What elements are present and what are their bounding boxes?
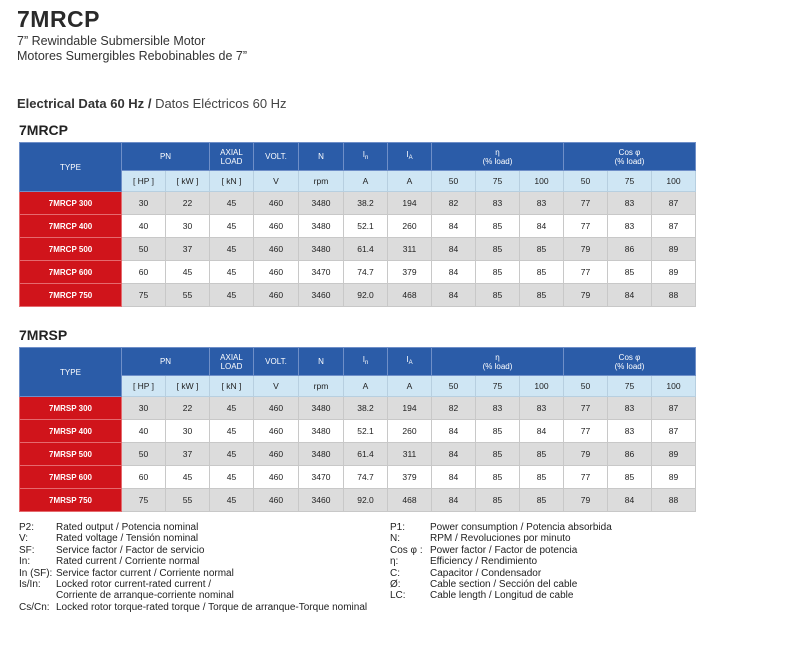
legend-abbr: [19, 590, 56, 601]
cell-eta-50: 84: [432, 261, 476, 284]
header-in: $I_n$: [344, 348, 388, 376]
legend-item: [19, 579, 367, 590]
cell-cos-75: 86: [608, 443, 652, 466]
header-pn: PN: [122, 348, 210, 376]
cell-pn-hp: 30: [122, 397, 166, 420]
cell-pn-hp: 75: [122, 489, 166, 512]
legend-text: Cable section / Sección del cable: [430, 579, 578, 591]
header-efficiency: η (% load): [432, 348, 564, 376]
legend-item: [390, 568, 612, 579]
unit-rpm: rpm: [299, 171, 344, 192]
cell-ia: 194: [388, 192, 432, 215]
cell-pn-hp: 50: [122, 443, 166, 466]
legend-abbr: Is/In:: [19, 579, 41, 591]
legend-abbr: P2:: [19, 522, 35, 533]
cell-axial-load: 45: [210, 261, 254, 284]
cell-rpm: 3480: [299, 215, 344, 238]
legend-abbr: In (SF):: [19, 567, 53, 579]
table-row: [20, 420, 696, 443]
cell-ia: 311: [388, 238, 432, 261]
unit-ia: A: [388, 171, 432, 192]
cell-cos-75: 84: [608, 284, 652, 307]
section-title-spanish: Datos Eléctricos 60 Hz: [155, 96, 287, 111]
legend-item: [390, 545, 612, 556]
table-row: [20, 443, 696, 466]
legend-item: [390, 533, 612, 544]
header-n: N: [299, 348, 344, 376]
cell-cos-100: 87: [652, 420, 696, 443]
legend-abbr: N:: [390, 533, 400, 545]
cell-type: 7MRSP 750: [20, 489, 122, 512]
cell-pn-hp: 50: [122, 238, 166, 261]
cell-eta-100: 84: [520, 420, 564, 443]
cell-type: 7MRCP 400: [20, 215, 122, 238]
cell-cos-100: 87: [652, 215, 696, 238]
cell-ia: 194: [388, 397, 432, 420]
cell-eta-50: 84: [432, 215, 476, 238]
table-label-7mrcp: 7MRCP: [19, 122, 69, 138]
cell-ia: 468: [388, 284, 432, 307]
cell-eta-100: 83: [520, 397, 564, 420]
cell-ia: 260: [388, 420, 432, 443]
legend-abbr: Ø:: [390, 579, 401, 591]
cell-eta-100: 85: [520, 284, 564, 307]
cell-cos-50: 77: [564, 261, 608, 284]
cell-pn-kw: 22: [166, 192, 210, 215]
cell-axial-load: 45: [210, 443, 254, 466]
cell-type: 7MRCP 600: [20, 261, 122, 284]
cell-cos-50: 79: [564, 443, 608, 466]
cell-eta-100: 85: [520, 443, 564, 466]
table-label-7mrsp: 7MRSP: [19, 327, 68, 343]
unit-kw: [ kW ]: [166, 376, 210, 397]
cell-pn-kw: 55: [166, 489, 210, 512]
cell-ia: 468: [388, 489, 432, 512]
cell-eta-50: 84: [432, 238, 476, 261]
cell-in: 74.7: [344, 466, 388, 489]
section-title: [17, 96, 287, 111]
cell-cos-50: 77: [564, 192, 608, 215]
table-row: [20, 261, 696, 284]
cell-volt: 460: [254, 466, 299, 489]
legend-item: [19, 590, 367, 601]
cell-in: 92.0: [344, 489, 388, 512]
table-body-7mrcp: [20, 192, 696, 307]
cell-eta-75: 83: [476, 397, 520, 420]
header-in: $I_n$: [344, 143, 388, 171]
cell-rpm: 3480: [299, 397, 344, 420]
cell-pn-hp: 75: [122, 284, 166, 307]
cell-rpm: 3480: [299, 192, 344, 215]
legend-item: [19, 556, 367, 567]
legend-text: Capacitor / Condensador: [430, 567, 542, 579]
header-pn: PN: [122, 143, 210, 171]
cell-pn-kw: 45: [166, 261, 210, 284]
table-body-7mrsp: [20, 397, 696, 512]
legend-abbr: C:: [390, 567, 400, 579]
cell-axial-load: 45: [210, 489, 254, 512]
legend-text: RPM / Revoluciones por minuto: [430, 533, 571, 545]
cell-in: 61.4: [344, 238, 388, 261]
cell-type: 7MRCP 500: [20, 238, 122, 261]
cell-cos-100: 89: [652, 261, 696, 284]
cell-in: 38.2: [344, 397, 388, 420]
table-row: [20, 215, 696, 238]
cell-cos-100: 88: [652, 284, 696, 307]
cell-cos-50: 77: [564, 466, 608, 489]
table-row: [20, 284, 696, 307]
legend-abbr: In:: [19, 556, 31, 568]
unit-cos-100: 100: [652, 376, 696, 397]
cell-pn-kw: 30: [166, 420, 210, 443]
legend-text: Service factor / Factor de servicio: [56, 544, 205, 556]
legend-text: Cable length / Longitud de cable: [430, 590, 574, 602]
cell-axial-load: 45: [210, 397, 254, 420]
cell-type: 7MRSP 400: [20, 420, 122, 443]
unit-cos-50: 50: [564, 171, 608, 192]
cell-cos-75: 85: [608, 466, 652, 489]
legend-item: [390, 590, 612, 601]
cell-volt: 460: [254, 215, 299, 238]
cell-eta-75: 83: [476, 192, 520, 215]
cell-pn-kw: 45: [166, 466, 210, 489]
header-ia: $I_A$: [388, 143, 432, 171]
legend-abbr: Cs/Cn:: [19, 601, 50, 613]
legend-item: [19, 522, 367, 533]
legend-item: [390, 522, 612, 533]
cell-pn-kw: 37: [166, 238, 210, 261]
legend-abbr: SF:: [19, 544, 35, 556]
cell-pn-kw: 55: [166, 284, 210, 307]
legend-abbr: V:: [19, 533, 29, 545]
legend-item: [19, 602, 367, 613]
unit-eta-50: 50: [432, 376, 476, 397]
cell-volt: 460: [254, 284, 299, 307]
cell-eta-75: 85: [476, 466, 520, 489]
cell-pn-hp: 40: [122, 420, 166, 443]
cell-eta-50: 84: [432, 420, 476, 443]
header-axial-load: AXIAL LOAD: [210, 143, 254, 171]
cell-axial-load: 45: [210, 466, 254, 489]
header-type: TYPE: [20, 348, 122, 397]
cell-in: 38.2: [344, 192, 388, 215]
header-efficiency: η (% load): [432, 143, 564, 171]
table-row: [20, 397, 696, 420]
header-n: N: [299, 143, 344, 171]
cell-in: 74.7: [344, 261, 388, 284]
cell-axial-load: 45: [210, 215, 254, 238]
cell-eta-50: 82: [432, 397, 476, 420]
cell-ia: 379: [388, 261, 432, 284]
header-ia: $I_A$: [388, 348, 432, 376]
cell-rpm: 3480: [299, 238, 344, 261]
cell-eta-50: 84: [432, 443, 476, 466]
cell-pn-kw: 22: [166, 397, 210, 420]
cell-cos-50: 79: [564, 238, 608, 261]
cell-eta-75: 85: [476, 420, 520, 443]
legend-text: Locked rotor current-rated current /: [56, 579, 212, 591]
cell-axial-load: 45: [210, 420, 254, 443]
cell-volt: 460: [254, 261, 299, 284]
cell-eta-75: 85: [476, 261, 520, 284]
unit-cos-50: 50: [564, 376, 608, 397]
cell-in: 92.0: [344, 284, 388, 307]
table-row: [20, 466, 696, 489]
cell-cos-75: 83: [608, 192, 652, 215]
cell-volt: 460: [254, 420, 299, 443]
cell-axial-load: 45: [210, 192, 254, 215]
unit-eta-50: 50: [432, 171, 476, 192]
data-table-7mrcp: [19, 142, 696, 307]
cell-eta-50: 82: [432, 192, 476, 215]
unit-eta-75: 75: [476, 376, 520, 397]
unit-eta-100: 100: [520, 376, 564, 397]
cell-cos-100: 89: [652, 466, 696, 489]
cell-eta-100: 85: [520, 261, 564, 284]
cell-ia: 379: [388, 466, 432, 489]
page-title: 7MRCP: [17, 6, 101, 32]
header-cos-phi: Cos φ (% load): [564, 348, 696, 376]
cell-cos-100: 87: [652, 397, 696, 420]
cell-eta-75: 85: [476, 238, 520, 261]
legend-text: Locked rotor torque-rated torque / Torque de arranque-Torque nominal: [56, 601, 368, 613]
table-row: [20, 489, 696, 512]
cell-rpm: 3480: [299, 443, 344, 466]
unit-hp: [ HP ]: [122, 171, 166, 192]
cell-eta-75: 85: [476, 443, 520, 466]
unit-cos-100: 100: [652, 171, 696, 192]
cell-cos-75: 83: [608, 397, 652, 420]
cell-cos-50: 77: [564, 215, 608, 238]
section-title-english: Electrical Data 60 Hz: [17, 96, 145, 111]
cell-type: 7MRCP 750: [20, 284, 122, 307]
cell-cos-100: 89: [652, 443, 696, 466]
unit-cos-75: 75: [608, 376, 652, 397]
unit-kn: [ kN ]: [210, 376, 254, 397]
cell-cos-75: 84: [608, 489, 652, 512]
cell-eta-100: 85: [520, 489, 564, 512]
legend-text: Corriente de arranque-corriente nominal: [56, 590, 234, 602]
cell-axial-load: 45: [210, 238, 254, 261]
legend-text: Efficiency / Rendimiento: [430, 556, 538, 568]
cell-type: 7MRCP 300: [20, 192, 122, 215]
cell-eta-100: 85: [520, 238, 564, 261]
header-axial-load: AXIAL LOAD: [210, 348, 254, 376]
cell-eta-50: 84: [432, 284, 476, 307]
unit-kn: [ kN ]: [210, 171, 254, 192]
cell-rpm: 3470: [299, 466, 344, 489]
table-row: [20, 238, 696, 261]
cell-eta-50: 84: [432, 489, 476, 512]
legend-text: Rated voltage / Tensión nominal: [56, 533, 199, 545]
cell-rpm: 3460: [299, 489, 344, 512]
cell-eta-50: 84: [432, 466, 476, 489]
legend-item: [390, 579, 612, 590]
legend-text: Power factor / Factor de potencia: [430, 544, 578, 556]
unit-rpm: rpm: [299, 376, 344, 397]
cell-cos-75: 86: [608, 238, 652, 261]
cell-pn-hp: 60: [122, 261, 166, 284]
legend-item: [390, 556, 612, 567]
cell-pn-kw: 30: [166, 215, 210, 238]
legend-abbr: P1:: [390, 522, 406, 533]
legend-right: [390, 522, 612, 602]
cell-volt: 460: [254, 443, 299, 466]
cell-ia: 260: [388, 215, 432, 238]
subtitle-english: 7” Rewindable Submersible Motor: [17, 34, 206, 48]
cell-volt: 460: [254, 238, 299, 261]
legend-text: Service factor current / Corriente normal: [56, 567, 234, 579]
cell-cos-75: 83: [608, 420, 652, 443]
cell-axial-load: 45: [210, 284, 254, 307]
cell-volt: 460: [254, 397, 299, 420]
cell-cos-75: 85: [608, 261, 652, 284]
table-row: [20, 192, 696, 215]
header-volt: VOLT.: [254, 348, 299, 376]
cell-in: 52.1: [344, 215, 388, 238]
unit-in: A: [344, 376, 388, 397]
cell-type: 7MRSP 600: [20, 466, 122, 489]
cell-pn-hp: 40: [122, 215, 166, 238]
cell-volt: 460: [254, 489, 299, 512]
header-type: TYPE: [20, 143, 122, 192]
cell-eta-100: 84: [520, 215, 564, 238]
unit-volt: V: [254, 376, 299, 397]
legend-item: [19, 568, 367, 579]
cell-type: 7MRSP 300: [20, 397, 122, 420]
subtitle-spanish: Motores Sumergibles Rebobinables de 7”: [17, 49, 247, 63]
legend-abbr: LC:: [390, 590, 406, 602]
data-table-7mrsp: [19, 347, 696, 512]
cell-eta-75: 85: [476, 215, 520, 238]
unit-hp: [ HP ]: [122, 376, 166, 397]
cell-cos-50: 77: [564, 420, 608, 443]
cell-cos-50: 77: [564, 397, 608, 420]
cell-eta-100: 83: [520, 192, 564, 215]
unit-cos-75: 75: [608, 171, 652, 192]
unit-ia: A: [388, 376, 432, 397]
cell-volt: 460: [254, 192, 299, 215]
cell-cos-100: 89: [652, 238, 696, 261]
cell-eta-75: 85: [476, 284, 520, 307]
cell-cos-100: 88: [652, 489, 696, 512]
legend-left: [19, 522, 367, 613]
cell-in: 61.4: [344, 443, 388, 466]
cell-ia: 311: [388, 443, 432, 466]
legend-text: Power consumption / Potencia absorbida: [430, 522, 612, 533]
cell-pn-hp: 30: [122, 192, 166, 215]
section-title-separator: /: [147, 96, 152, 111]
unit-eta-75: 75: [476, 171, 520, 192]
cell-cos-50: 79: [564, 284, 608, 307]
legend-item: [19, 533, 367, 544]
legend-item: [19, 545, 367, 556]
header-cos-phi: Cos φ (% load): [564, 143, 696, 171]
cell-in: 52.1: [344, 420, 388, 443]
unit-kw: [ kW ]: [166, 171, 210, 192]
cell-cos-75: 83: [608, 215, 652, 238]
cell-type: 7MRSP 500: [20, 443, 122, 466]
header-volt: VOLT.: [254, 143, 299, 171]
cell-rpm: 3460: [299, 284, 344, 307]
legend-abbr: η:: [390, 556, 399, 568]
cell-cos-100: 87: [652, 192, 696, 215]
cell-eta-100: 85: [520, 466, 564, 489]
unit-in: A: [344, 171, 388, 192]
cell-rpm: 3470: [299, 261, 344, 284]
legend-text: Rated current / Corriente normal: [56, 556, 200, 568]
unit-eta-100: 100: [520, 171, 564, 192]
cell-cos-50: 79: [564, 489, 608, 512]
unit-volt: V: [254, 171, 299, 192]
cell-rpm: 3480: [299, 420, 344, 443]
legend-text: Rated output / Potencia nominal: [56, 522, 199, 533]
cell-pn-kw: 37: [166, 443, 210, 466]
cell-eta-75: 85: [476, 489, 520, 512]
cell-pn-hp: 60: [122, 466, 166, 489]
legend-abbr: Cos φ :: [390, 544, 423, 556]
